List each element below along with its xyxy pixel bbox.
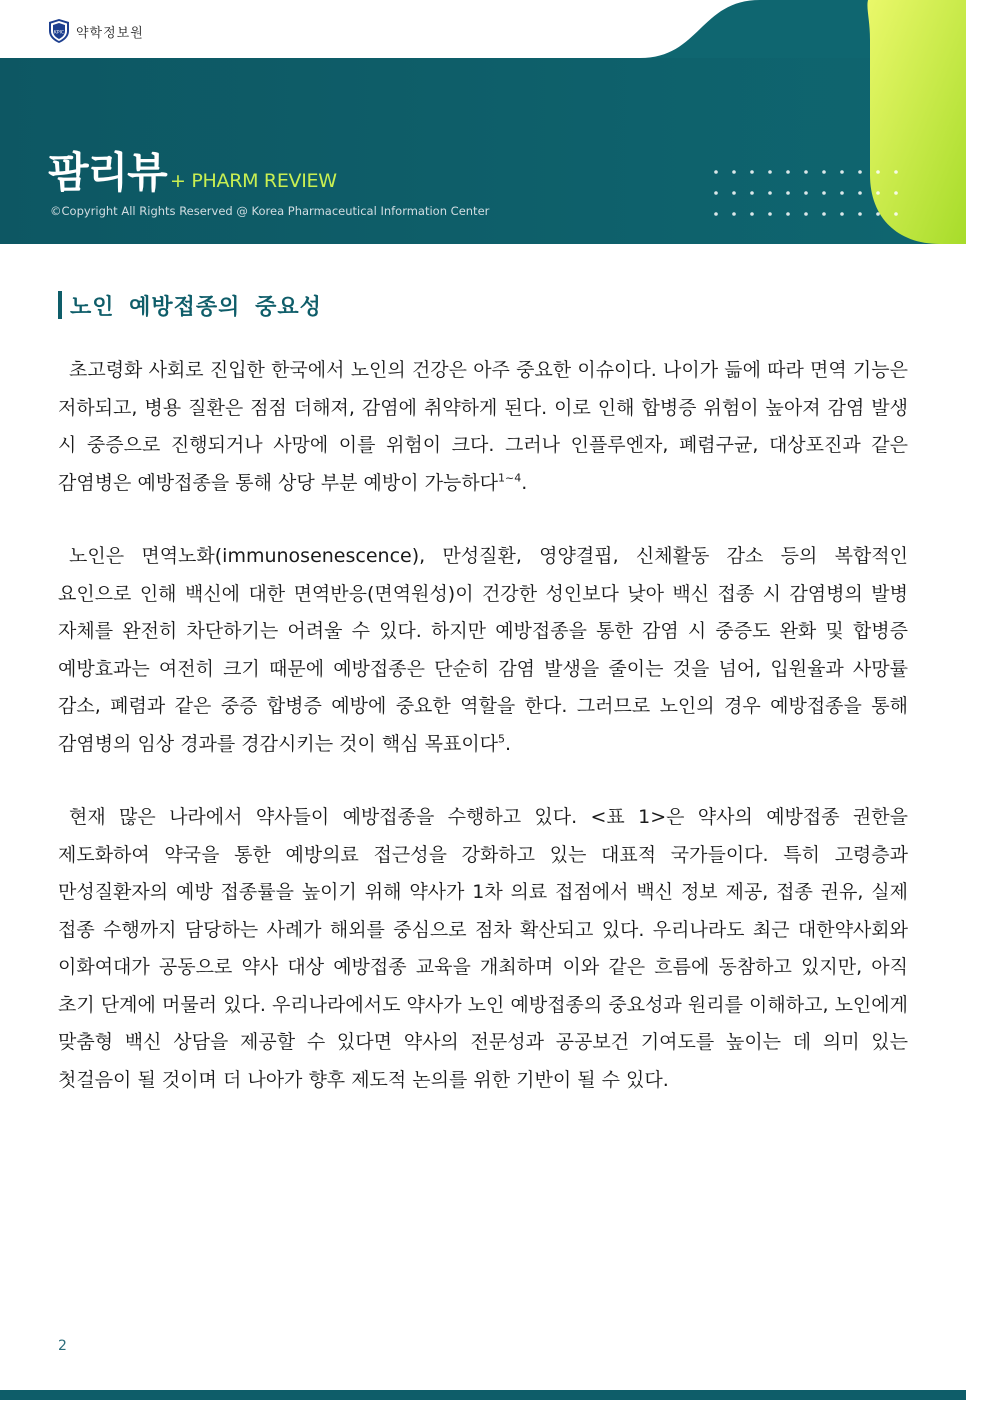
citation-ref-2: 5 [498,732,506,746]
paragraph-3-text: 현재 많은 나라에서 약사들이 예방접종을 수행하고 있다. <표 1>은 약사의 예방접종 권한을 제도화하여 약국을 통한 예방의료 접근성을 강화하고 있는 대표적 국가들이다. 특히 고령층과 만성질환자의 예방 접종률을 높이기 위해 약사가 1차 의료 접점에서 백신 정보 제공, 접종 권유, 실제 접종 수행까지 담당하는 사례가 해외를 중심으로 점차 확산되고 있다. 우리나라도 최근 대한약사회와 이화여대가 공동으로 약사 대상 예방접종 교육을 개최하며 이와 같은 흐름에 동참하고 있지만, 아직 초기 단계에 머물러 있다. 우리나라에서도 약사가 노인 예방접종의 중요성과 원리를 이해하고, 노인에게 맞춤형 백신 상담을 제공할 수 있다면 약사의 전문성과 공공보건 기여도를 높이는 데 의미 있는 첫걸음이 될 것이며 더 나아가 향후 제도적 논의를 위한 기반이 될 수 있다. [58,806,908,1091]
article-body [58,352,908,1135]
paragraph-2-text: 노인은 면역노화(immunosenescence), 만성질환, 영양결핍, 신체활동 감소 등의 복합적인 요인으로 인해 백신에 대한 면역반응(면역원성)이 건강한 성인보다 낮아 백신 접종 시 감염병의 발병 자체를 완전히 차단하기는 어려울 수 있다. 하지만 예방접종을 통한 감염 시 중증도 완화 및 합병증 예방효과는 여전히 크기 때문에 예방접종은 단순히 감염 발생을 줄이는 것을 넘어, 입원율과 사망률 감소, 폐렴과 같은 중증 합병증 예방에 중요한 역할을 한다. 그러므로 노인의 경우 예방접종을 통해 감염병의 임상 경과를 경감시키는 것이 핵심 목표이다 [58,545,908,755]
paragraph-3 [58,799,908,1099]
paragraph-2 [58,538,908,763]
copyright-text: ©Copyright All Rights Reserved @ Korea Pharmaceutical Information Center [50,204,490,218]
logo-badge-text: KPIC [53,30,65,36]
section-heading-text: 노인 예방접종의 중요성 [70,294,322,320]
page-number: 2 [58,1338,67,1354]
paragraph-2-end: . [505,732,512,755]
shield-icon [48,18,70,44]
org-name: 약학정보원 [76,25,144,41]
org-logo [48,18,144,44]
header-banner [0,0,966,244]
footer-bar [0,1390,966,1400]
heading-accent-bar [58,291,62,319]
citation-ref-1: 1~4 [498,471,522,485]
paragraph-1 [58,352,908,502]
paragraph-1-end: . [521,471,528,494]
decorative-dots [712,168,912,224]
page-subtitle: + PHARM REVIEW [170,170,337,192]
section-heading [58,290,322,320]
page-title: 팜리뷰 [48,148,167,197]
paragraph-1-text: 초고령화 사회로 진입한 한국에서 노인의 건강은 아주 중요한 이슈이다. 나이가 듦에 따라 면역 기능은 저하되고, 병용 질환은 점점 더해져, 감염에 취약하게 된다. 이로 인해 합병증 위험이 높아져 감염 발생 시 중증으로 진행되거나 사망에 이를 위험이 크다. 그러나 인플루엔자, 폐렴구균, 대상포진과 같은 감염병은 예방접종을 통해 상당 부분 예방이 가능하다 [58,359,908,494]
